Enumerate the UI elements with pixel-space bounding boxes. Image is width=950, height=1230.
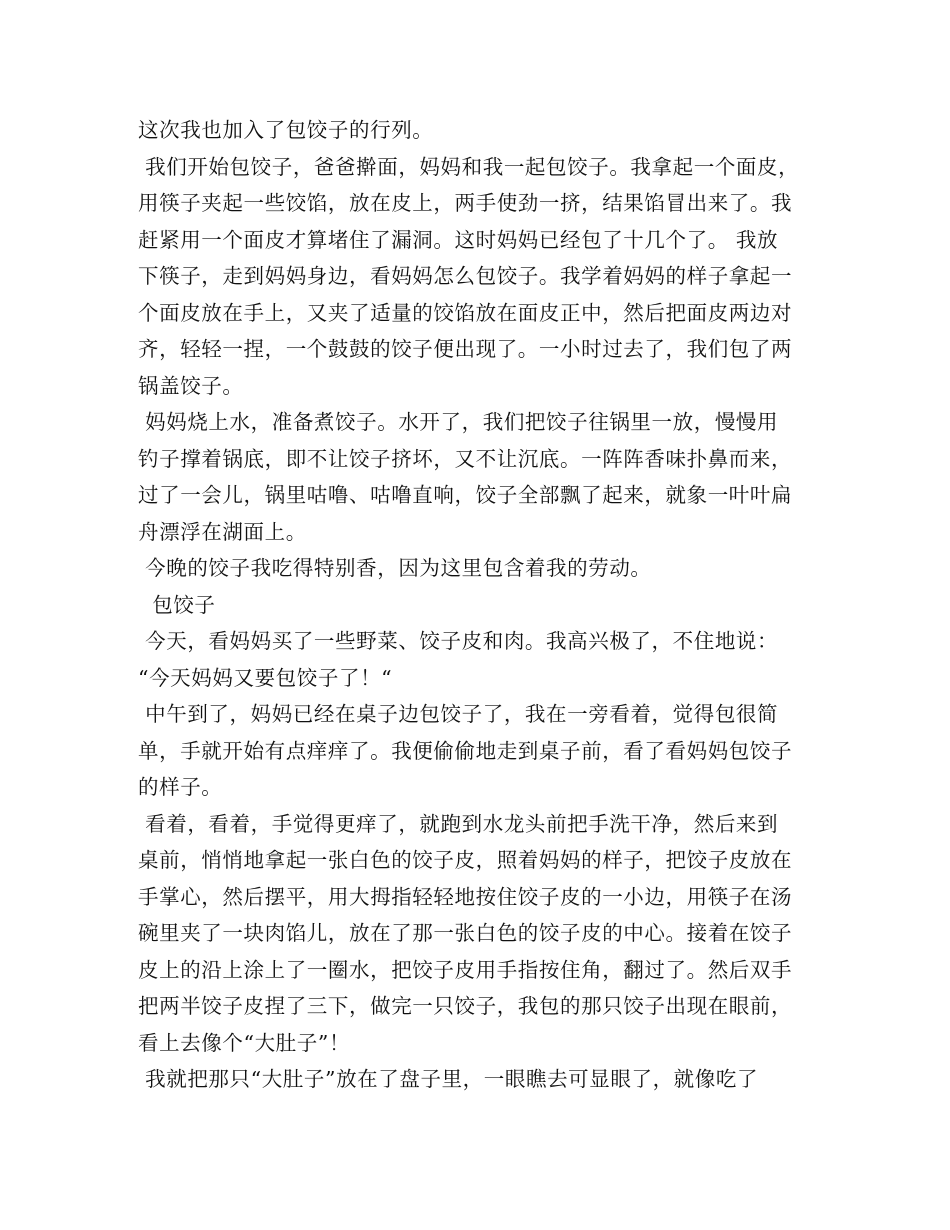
text-line: 舟漂浮在湖面上。 xyxy=(138,519,307,544)
text-line: 妈妈烧上水，准备煮饺子。水开了，我们把饺子往锅里一放，慢慢用 xyxy=(138,410,779,434)
text-line: 把两半饺子皮捏了三下，做完一只饺子，我包的那只饺子出现在眼前， xyxy=(138,994,793,1018)
text-line: 碗里夹了一块肉馅儿，放在了那一张白色的饺子皮的中心。接着在饺子 xyxy=(138,921,793,945)
text-line: 齐，轻轻一捏，一个鼓鼓的饺子便出现了。一小时过去了，我们包了两 xyxy=(138,337,793,361)
text-line: “今天妈妈又要包饺子了！“ xyxy=(138,665,393,690)
text-line: 这次我也加入了包饺子的行列。 xyxy=(138,118,434,142)
text-line: 我们开始包饺子，爸爸擀面，妈妈和我一起包饺子。我拿起一个面皮， xyxy=(138,154,800,179)
text-line: 看着，看着，手觉得更痒了，就跑到水龙头前把手洗干净，然后来到 xyxy=(138,811,779,836)
text-line: 锅盖饺子。 xyxy=(138,373,244,398)
text-line: 中午到了，妈妈已经在桌子边包饺子了，我在一旁看着，觉得包很简 xyxy=(138,702,779,726)
text-line: 单，手就开始有点痒痒了。我便偷偷地走到桌子前，看了看妈妈包饺子 xyxy=(138,738,793,763)
text-line: 看上去像个“大肚子”！ xyxy=(138,1030,351,1055)
text-line: 我就把那只“大肚子”放在了盘子里，一眼瞧去可显眼了，就像吃了 xyxy=(138,1067,759,1091)
text-line: 赶紧用一个面皮才算堵住了漏洞。这时妈妈已经包了十几个了。 我放 xyxy=(138,227,779,252)
document-body xyxy=(138,112,818,1098)
text-line: 皮上的沿上涂上了一圈水，把饺子皮用手指按住角，翻过了。然后双手 xyxy=(138,957,793,982)
text-line: 过了一会儿，锅里咕噜、咕噜直响，饺子全部飘了起来，就象一叶叶扁 xyxy=(138,483,793,507)
text-line: 桌前，悄悄地拿起一张白色的饺子皮，照着妈妈的样子，把饺子皮放在 xyxy=(138,848,793,872)
text-line: 个面皮放在手上，又夹了适量的饺馅放在面皮正中，然后把面皮两边对 xyxy=(138,300,793,325)
text-line: 今晚的饺子我吃得特别香，因为这里包含着我的劳动。 xyxy=(138,556,652,580)
text-line: 的样子。 xyxy=(138,775,223,799)
section-title: 包饺子 xyxy=(138,592,216,617)
text-line: 用筷子夹起一些饺馅，放在皮上，两手使劲一挤，结果馅冒出来了。我 xyxy=(138,191,793,215)
text-line: 手掌心，然后摆平，用大拇指轻轻地按住饺子皮的一小边，用筷子在汤 xyxy=(138,884,793,909)
text-line: 今天，看妈妈买了一些野菜、饺子皮和肉。我高兴极了，不住地说： xyxy=(138,629,779,653)
text-line: 钓子撑着锅底，即不让饺子挤坏，又不让沉底。一阵阵香味扑鼻而来， xyxy=(138,446,793,471)
text-line: 下筷子，走到妈妈身边，看妈妈怎么包饺子。我学着妈妈的样子拿起一 xyxy=(138,264,793,288)
